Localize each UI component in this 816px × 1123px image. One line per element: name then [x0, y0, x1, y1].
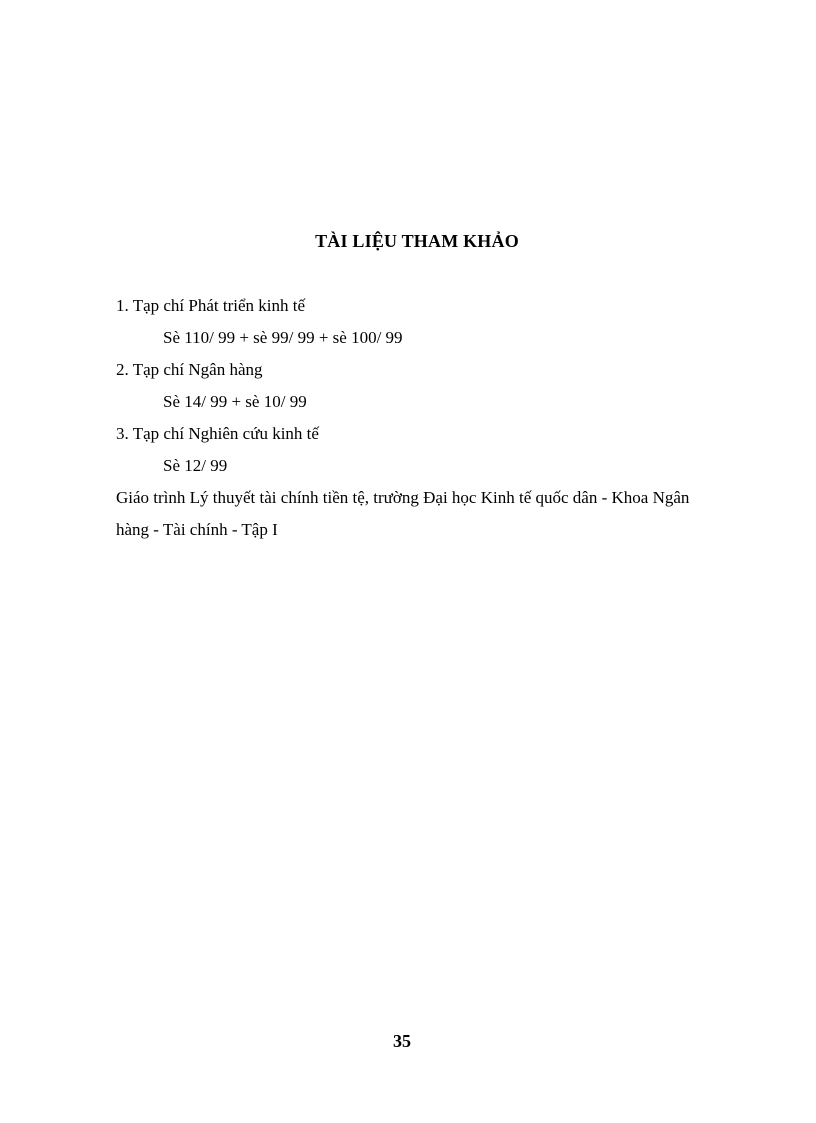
reference-item-2-detail: Sè 14/ 99 + sè 10/ 99 — [163, 392, 307, 411]
page-number: 35 — [393, 1031, 411, 1051]
textbook-reference-line-2: hàng - Tài chính - Tập I — [116, 520, 278, 539]
reference-item-1-label: 1. Tạp chí Phát triển kinh tế — [116, 296, 306, 315]
textbook-reference-line-1: Giáo trình Lý thuyết tài chính tiền tệ, trường Đại học Kinh tế quốc dân - Khoa Ngân — [116, 488, 690, 507]
reference-item-3-detail: Sè 12/ 99 — [163, 456, 228, 475]
reference-item-2-label: 2. Tạp chí Ngân hàng — [116, 360, 263, 379]
reference-item-3-label: 3. Tạp chí Nghiên cứu kinh tế — [116, 424, 319, 443]
reference-item-1-detail: Sè 110/ 99 + sè 99/ 99 + sè 100/ 99 — [163, 328, 403, 347]
page-title: TÀI LIỆU THAM KHẢO — [315, 231, 519, 251]
